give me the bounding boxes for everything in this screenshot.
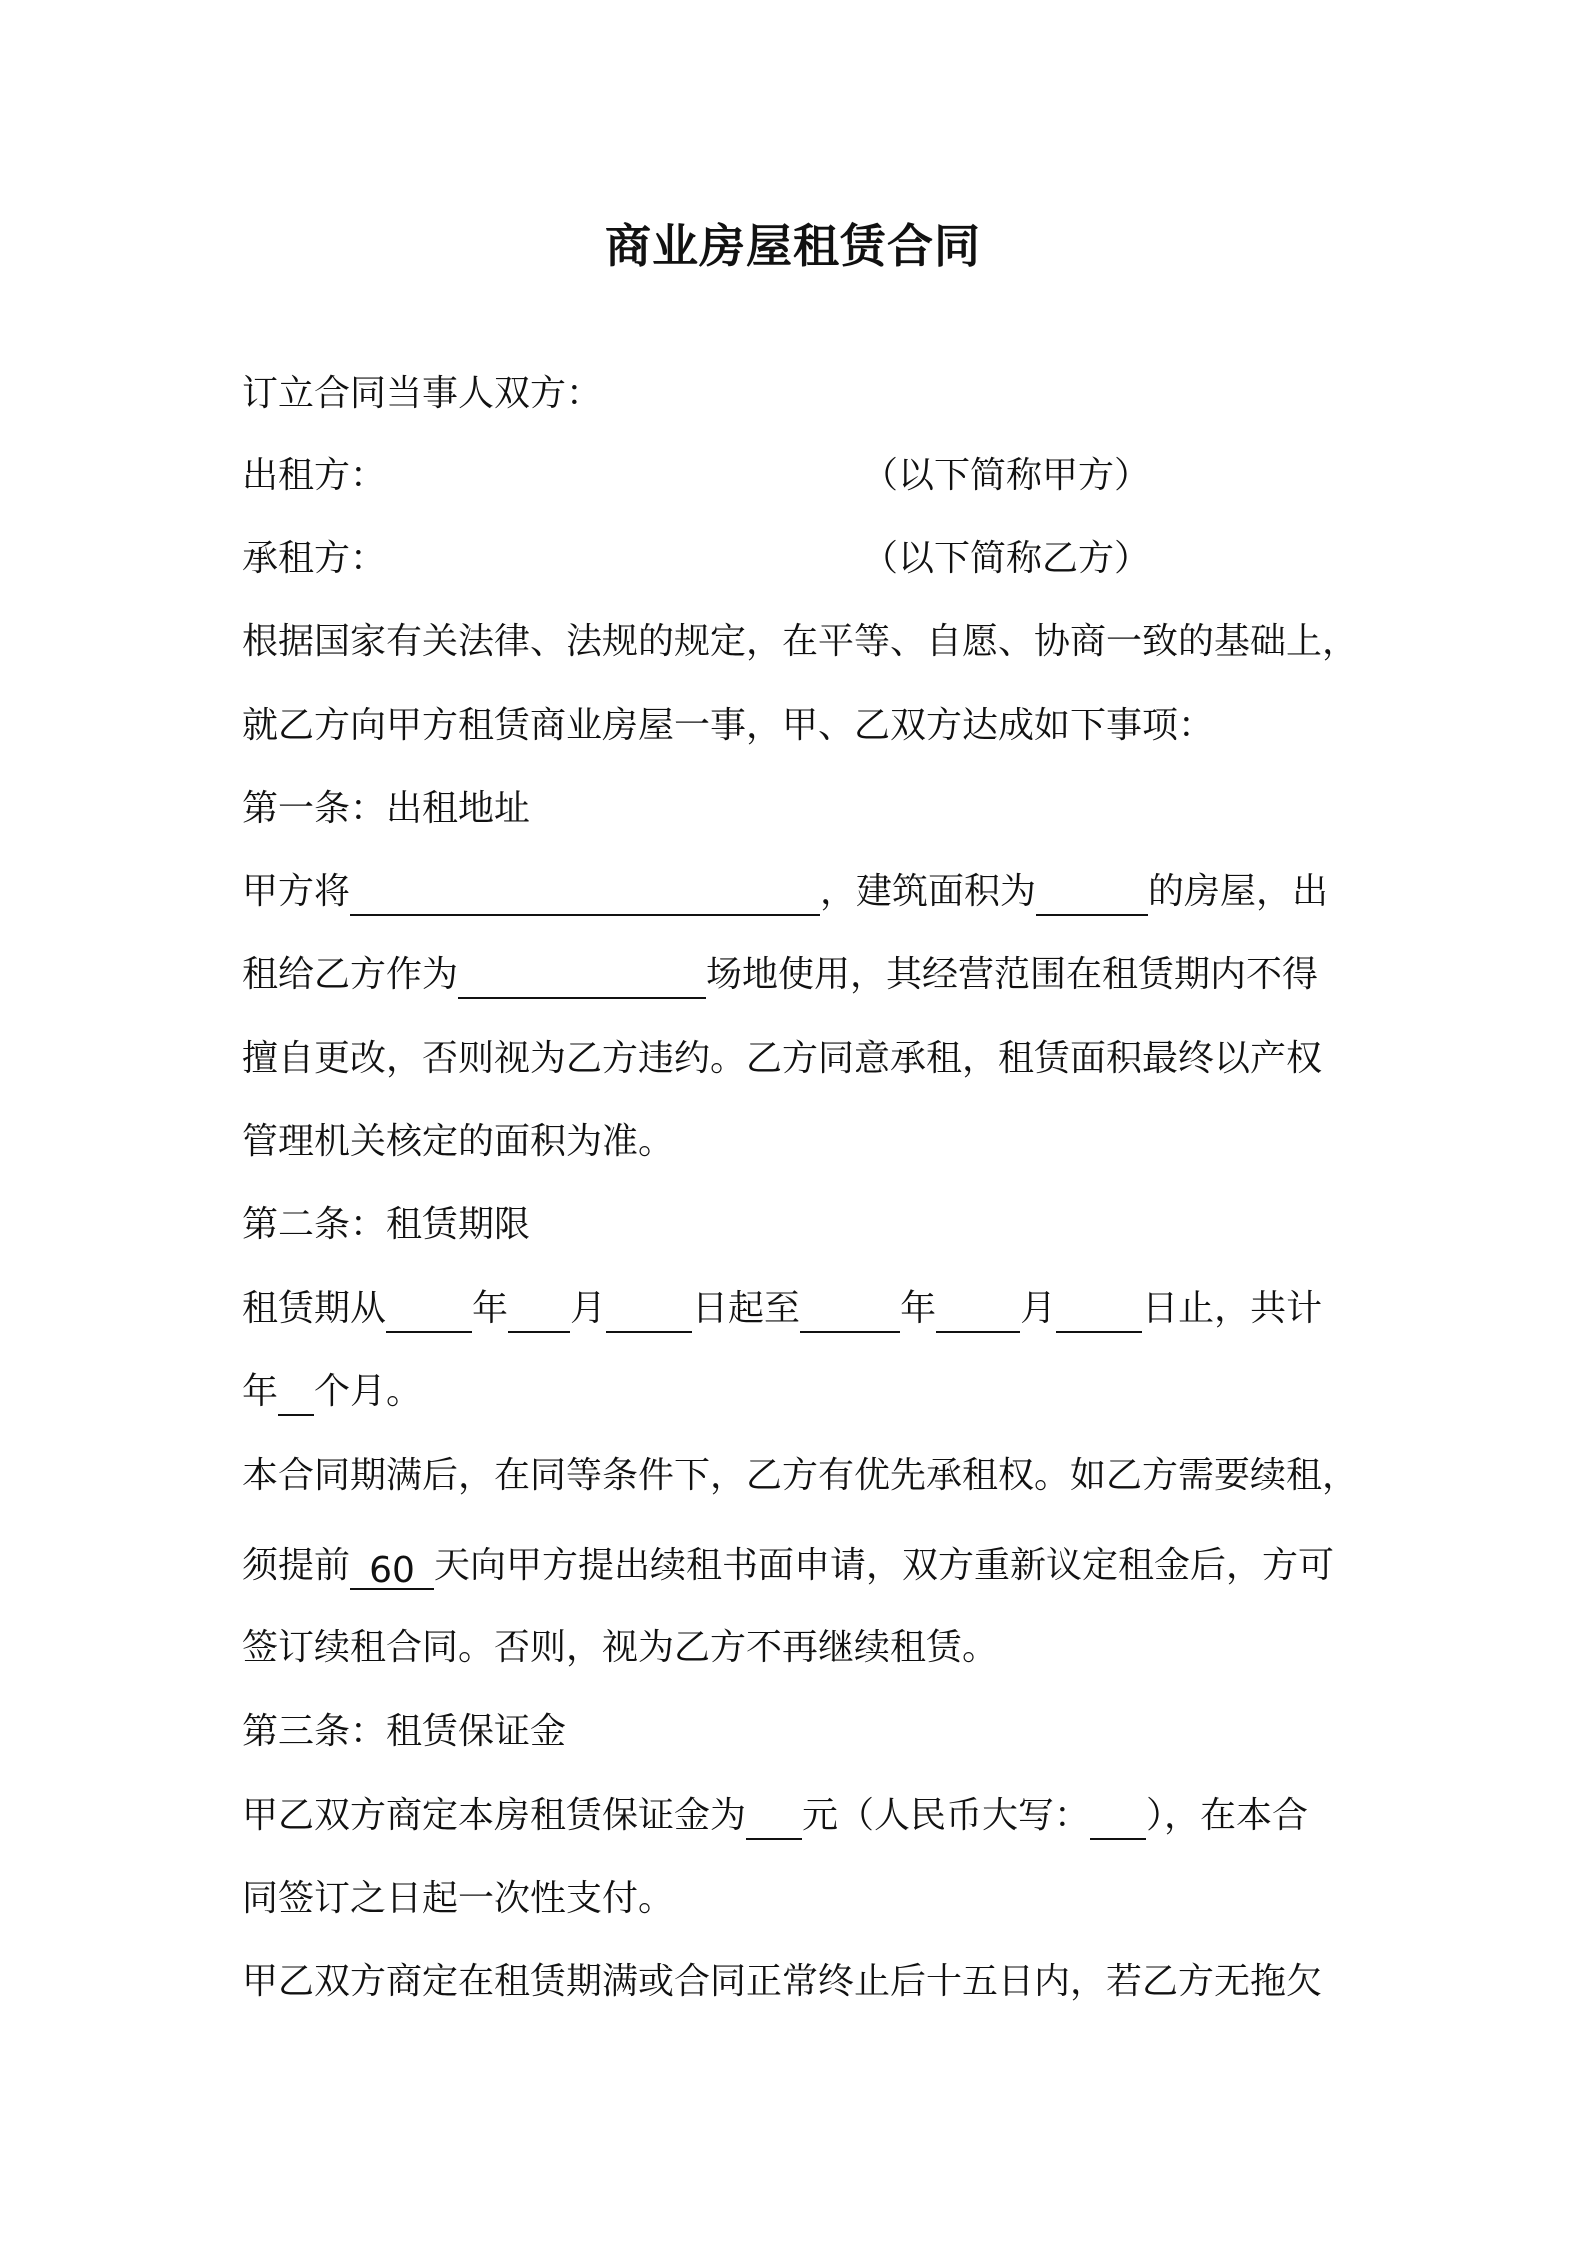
deposit-words-blank[interactable] — [1090, 1798, 1146, 1840]
lessee-label: 承租方： — [242, 538, 387, 579]
art2-advance-b: 天向甲方提出续租书面申请，双方重新议定租金后，方可 — [434, 1545, 1335, 1586]
art3-text-b: 元（人民币大写： — [802, 1795, 1091, 1836]
document-title: 商业房屋租赁合同 — [605, 219, 981, 273]
preamble-line-1: 根据国家有关法律、法规的规定，在平等、自愿、协商一致的基础上， — [242, 621, 1359, 662]
lessee-line — [242, 535, 1357, 583]
art2-year-total: 年 — [242, 1371, 279, 1412]
lessor-note: （以下简称甲方） — [862, 455, 1151, 496]
article-3-line-1 — [242, 1792, 1357, 1840]
article-1-line-3: 擅自更改，否则视为乙方违约。乙方同意承租，租赁面积最终以产权 — [242, 1038, 1323, 1079]
art2-advance-a: 须提前 — [242, 1545, 351, 1586]
lessee-note: （以下简称乙方） — [862, 538, 1151, 579]
total-months-blank[interactable] — [278, 1374, 314, 1416]
art1-text-d: 租给乙方作为 — [242, 954, 459, 995]
end-year-blank[interactable] — [800, 1291, 900, 1333]
art3-text-a: 甲乙双方商定本房租赁保证金为 — [242, 1795, 747, 1836]
art1-text-b: ，建筑面积为 — [820, 871, 1037, 912]
advance-days-blank[interactable]: 60 — [350, 1548, 434, 1590]
lessor-line — [242, 452, 1357, 500]
art2-months-total: 个月。 — [314, 1371, 423, 1412]
article-1-title: 第一条：出租地址 — [242, 788, 531, 829]
art2-from: 日起至 — [692, 1288, 801, 1329]
art3-text-c: ），在本合 — [1146, 1795, 1309, 1836]
start-day-blank[interactable] — [606, 1291, 692, 1333]
parties-intro: 订立合同当事人双方： — [242, 373, 603, 414]
address-blank[interactable] — [350, 874, 820, 916]
article-3-title: 第三条：租赁保证金 — [242, 1711, 567, 1752]
usage-blank[interactable] — [458, 957, 706, 999]
article-2-title: 第二条：租赁期限 — [242, 1204, 531, 1245]
article-2-line-2 — [242, 1368, 1357, 1416]
article-1-line-1 — [242, 868, 1357, 916]
art2-year: 年 — [472, 1288, 509, 1329]
art1-text-e: 场地使用，其经营范围在租赁期内不得 — [706, 954, 1319, 995]
article-2-line-3: 本合同期满后，在同等条件下，乙方有优先承租权。如乙方需要续租， — [242, 1455, 1359, 1496]
art1-text-a: 甲方将 — [242, 871, 351, 912]
art1-text-c: 的房屋，出 — [1148, 871, 1329, 912]
article-1-line-2 — [242, 951, 1357, 999]
art2-year-2: 年 — [900, 1288, 937, 1329]
deposit-amount-blank[interactable] — [746, 1798, 802, 1840]
end-day-blank[interactable] — [1056, 1291, 1142, 1333]
start-month-blank[interactable] — [508, 1291, 570, 1333]
article-2-line-1 — [242, 1285, 1357, 1333]
art2-month-2: 月 — [1020, 1288, 1057, 1329]
article-2-line-4 — [242, 1542, 1357, 1590]
preamble-line-2: 就乙方向甲方租赁商业房屋一事，甲、乙双方达成如下事项： — [242, 705, 1215, 746]
article-2-line-5: 签订续租合同。否则，视为乙方不再继续租赁。 — [242, 1627, 999, 1668]
lessor-label: 出租方： — [242, 455, 387, 496]
article-1-line-4: 管理机关核定的面积为准。 — [242, 1121, 675, 1162]
start-year-blank[interactable] — [386, 1291, 472, 1333]
area-blank[interactable] — [1036, 874, 1148, 916]
art2-text-a: 租赁期从 — [242, 1288, 387, 1329]
article-3-line-2: 同签订之日起一次性支付。 — [242, 1878, 675, 1919]
article-3-line-3: 甲乙双方商定在租赁期满或合同正常终止后十五日内，若乙方无拖欠 — [242, 1961, 1323, 2002]
art2-end: 日止，共计 — [1142, 1288, 1323, 1329]
art2-month: 月 — [570, 1288, 607, 1329]
end-month-blank[interactable] — [936, 1291, 1020, 1333]
